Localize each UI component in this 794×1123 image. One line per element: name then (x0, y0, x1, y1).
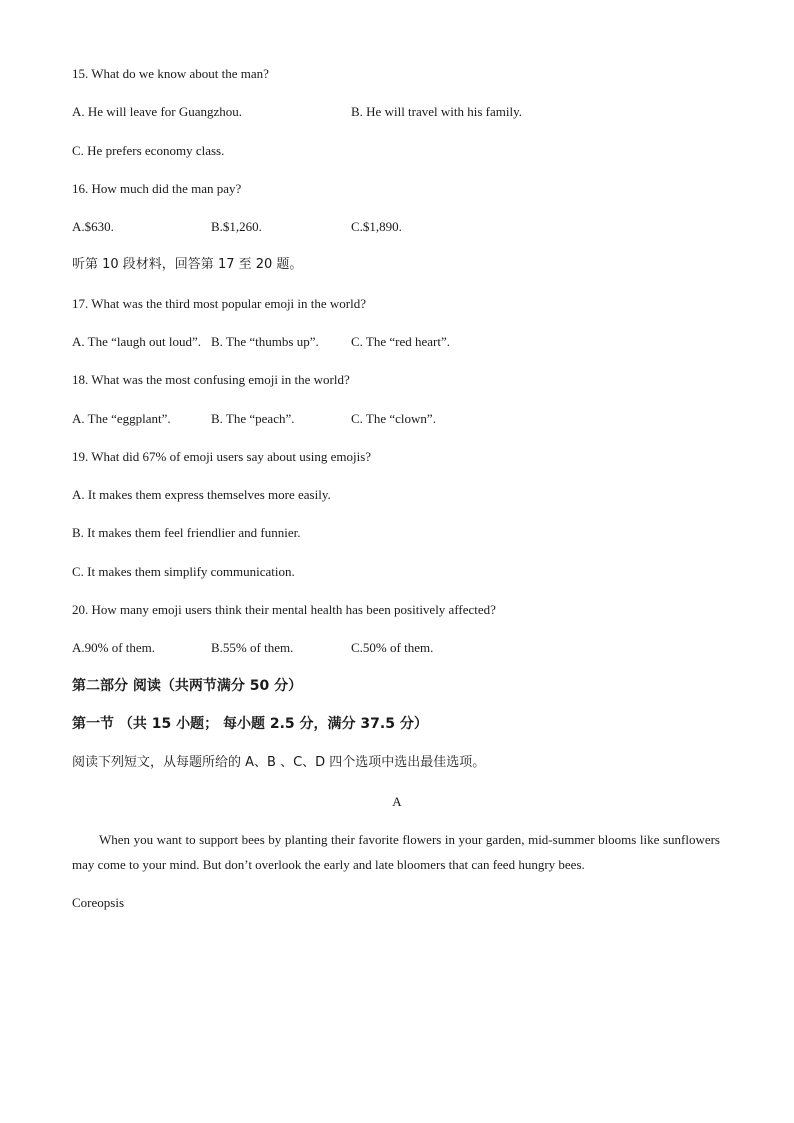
q18-option-c: C. The “clown”. (351, 411, 436, 426)
q16-option-c: C.$1,890. (351, 219, 402, 234)
q19-option-b: B. It makes them feel friendlier and funnier. (72, 525, 301, 540)
q20-option-a: A.90% of them. (72, 640, 156, 655)
part-2-heading: 第二部分 阅读（共两节满分 50 分） (72, 678, 303, 694)
q15-option-a: A. He will leave for Guangzhou. (72, 104, 243, 119)
passage-subheading: Coreopsis (72, 895, 124, 910)
question-19: 19. What did 67% of emoji users say about using emojis? (72, 449, 372, 464)
section-10-instruction: 听第 10 段材料，回答第 17 至 20 题。 (72, 257, 303, 272)
question-18: 18. What was the most confusing emoji in the world? (72, 372, 350, 387)
q17-option-b: B. The “thumbs up”. (211, 334, 319, 349)
q19-option-c: C. It makes them simplify communication. (72, 564, 295, 579)
q16-option-b: B.$1,260. (211, 219, 262, 234)
q19-option-a: A. It makes them express themselves more easily. (72, 487, 331, 502)
q18-option-b: B. The “peach”. (211, 411, 295, 426)
q15-option-c: C. He prefers economy class. (72, 143, 225, 158)
section-1-heading: 第一节 （共 15 小题； 每小题 2.5 分，满分 37.5 分） (72, 716, 428, 732)
q16-option-a: A.$630. (72, 219, 114, 234)
question-17: 17. What was the third most popular emoji in the world? (72, 296, 367, 311)
reading-instructions: 阅读下列短文，从每题所给的 A、B 、C、D 四个选项中选出最佳选项。 (72, 755, 486, 770)
question-20: 20. How many emoji users think their mental health has been positively affected? (72, 602, 496, 617)
question-15: 15. What do we know about the man? (72, 66, 269, 81)
q17-option-a: A. The “laugh out loud”. (72, 334, 202, 349)
passage-paragraph: When you want to support bees by planting their favorite flowers in your garden, mid-summer blooms like sunflowers may come to your mind. But don’t overlook the early and late bloomers that can feed hungry bees. (72, 832, 720, 872)
q18-option-a: A. The “eggplant”. (72, 411, 171, 426)
passage-label: A (392, 794, 402, 809)
q20-option-c: C.50% of them. (351, 640, 434, 655)
q20-option-b: B.55% of them. (211, 640, 294, 655)
q17-option-c: C. The “red heart”. (351, 334, 451, 349)
q15-option-b: B. He will travel with his family. (351, 104, 523, 119)
question-16: 16. How much did the man pay? (72, 181, 242, 196)
